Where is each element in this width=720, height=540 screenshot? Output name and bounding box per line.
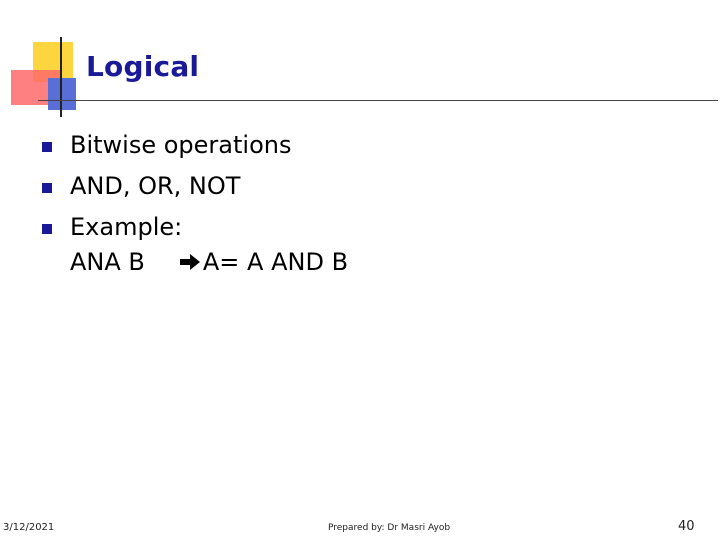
bullet-text: Example: <box>70 212 183 241</box>
bullet-item <box>42 165 291 206</box>
slide-title: Logical <box>86 50 200 83</box>
footer-date: 3/12/2021 <box>3 522 55 533</box>
bullet-text: Bitwise operations <box>70 130 292 159</box>
decor-blue-square <box>48 78 76 110</box>
example-instruction: ANA B <box>70 248 145 276</box>
page-number: 40 <box>678 519 695 534</box>
bullet-item <box>42 124 291 165</box>
example-result: A= A AND B <box>202 248 349 276</box>
right-arrow-icon <box>179 253 201 271</box>
title-underline <box>38 100 718 101</box>
square-bullet-icon <box>42 224 52 234</box>
bullet-list <box>42 124 291 247</box>
bullet-text: AND, OR, NOT <box>70 171 241 200</box>
bullet-item <box>42 206 291 247</box>
square-bullet-icon <box>42 183 52 193</box>
square-bullet-icon <box>42 142 52 152</box>
decor-vertical-line <box>60 37 62 117</box>
footer-credit: Prepared by: Dr Masri Ayob <box>328 523 451 533</box>
example-line <box>70 248 348 276</box>
